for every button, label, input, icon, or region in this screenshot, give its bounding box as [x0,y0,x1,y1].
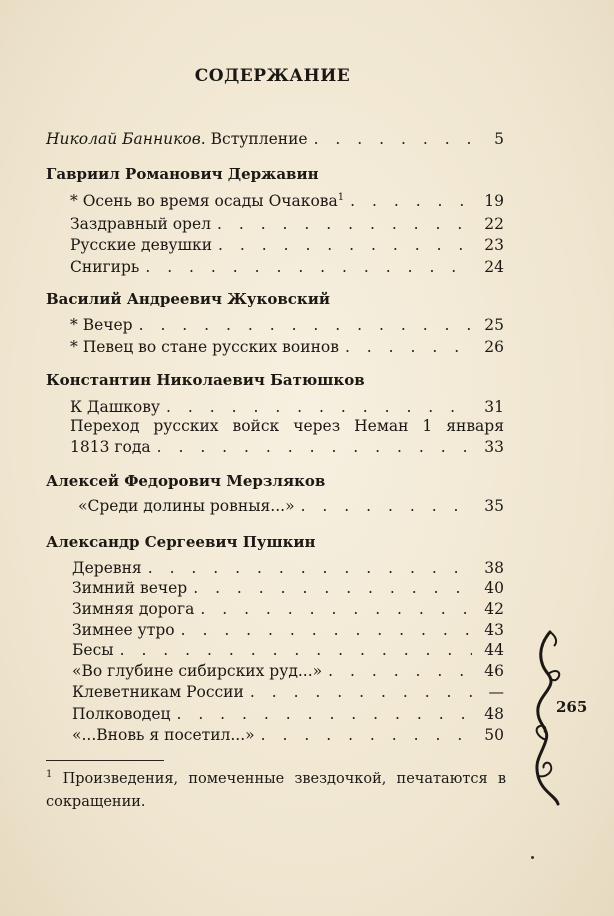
toc-entry [70,316,504,334]
leader-dots [314,130,472,148]
footnote-ref: 1 [337,191,345,203]
leader-dots [148,559,472,577]
entry-title: Зимний вечер [72,579,188,597]
ornament-icon [528,628,568,808]
toc-entry [70,398,504,416]
leader-dots [193,579,472,597]
toc-entry [72,705,504,723]
entry-title: Деревня [72,559,142,577]
footnote [46,768,506,814]
intro-author: Николай Банников. [46,130,206,148]
leader-dots [217,215,472,233]
leader-dots [328,662,472,680]
entry-title: Русские девушки [70,236,213,254]
page-ref: 40 [484,579,504,597]
entry-title: Зимняя дорога [72,600,195,618]
entry-title: Снигирь [70,258,140,276]
star-mark: * [70,316,78,334]
leader-dots [261,726,472,744]
print-speck [531,856,534,859]
author-heading: Константин Николаевич Батюшков [46,371,365,389]
author-heading: Алексей Федорович Мерзляков [46,472,326,490]
author-heading: Василий Андреевич Жуковский [46,290,330,308]
author-heading: Гавриил Романович Державин [46,165,319,183]
entry-title: Вечер [82,316,133,334]
page-ref: 24 [484,258,504,276]
leader-dots [120,641,472,659]
leader-dots [200,600,472,618]
entry-title: Бесы [72,641,114,659]
intro-title: Вступление [210,130,308,148]
toc-entry [72,641,504,659]
toc-entry [72,726,504,744]
toc-entry [70,236,504,254]
page-title: СОДЕРЖАНИЕ [194,66,351,86]
leader-dots [145,258,472,276]
page-ref: 38 [484,559,504,577]
entry-title: Заздравный орел [70,215,211,233]
leader-dots [301,497,472,515]
star-mark: * [70,338,78,356]
leader-dots [176,705,472,723]
toc-entry [72,600,504,618]
toc-entry [72,683,504,701]
page-number: 265 [556,698,588,716]
leader-dots [157,438,472,456]
page-ref: — [488,683,504,701]
page-ref: 25 [484,316,504,334]
toc-entry [70,438,504,456]
toc-entry [70,258,504,276]
footnote-mark: 1 [46,769,53,781]
page-ref: 19 [484,192,504,210]
page-ref: 50 [484,726,504,744]
entry-title: «Во глубине сибирских руд...» [72,662,323,680]
toc-entry [70,192,504,210]
entry-title: К Дашкову [70,398,161,416]
entry-title: Певец во стане русских воинов [82,338,339,356]
entry-title: Полководец [72,705,171,723]
star-mark: * [70,192,78,210]
footnote-text: Произведения, помеченные звездочкой, печатаются в сокращении. [46,771,506,810]
entry-title: 1813 года [70,438,151,456]
page-ref: 48 [484,705,504,723]
entry-title: Осень во время осады Очакова [82,192,338,210]
entry-title-line1: Переход русских войск через Неман 1 января [70,417,504,435]
page-ref: 22 [484,215,504,233]
entry-title: Клеветникам России [72,683,244,701]
toc-entry [72,579,504,597]
page-ref: 42 [484,600,504,618]
toc-entry [78,497,504,515]
page-ref: 44 [484,641,504,659]
entry-title: «Среди долины ровныя...» [78,497,295,515]
toc-entry [72,662,504,680]
page-ref: 35 [484,497,504,515]
toc-entry [70,215,504,233]
author-heading: Александр Сергеевич Пушкин [46,533,316,551]
toc-entry [72,621,504,639]
toc-entry-intro [46,130,504,148]
leader-dots [166,398,472,416]
entry-title: Зимнее утро [72,621,175,639]
toc-entry [70,338,504,356]
page-ref: 26 [484,338,504,356]
page-ref: 43 [484,621,504,639]
toc-entry [72,559,504,577]
page-ref: 33 [484,438,504,456]
leader-dots [250,683,472,701]
leader-dots [218,236,472,254]
leader-dots [350,192,472,210]
leader-dots [139,316,472,334]
leader-dots [345,338,472,356]
entry-title: «...Вновь я посетил...» [72,726,255,744]
leader-dots [181,621,472,639]
footnote-rule [46,760,164,761]
page-ref: 23 [484,236,504,254]
page-ref: 5 [494,130,504,148]
page-ref: 46 [484,662,504,680]
page-ref: 31 [484,398,504,416]
